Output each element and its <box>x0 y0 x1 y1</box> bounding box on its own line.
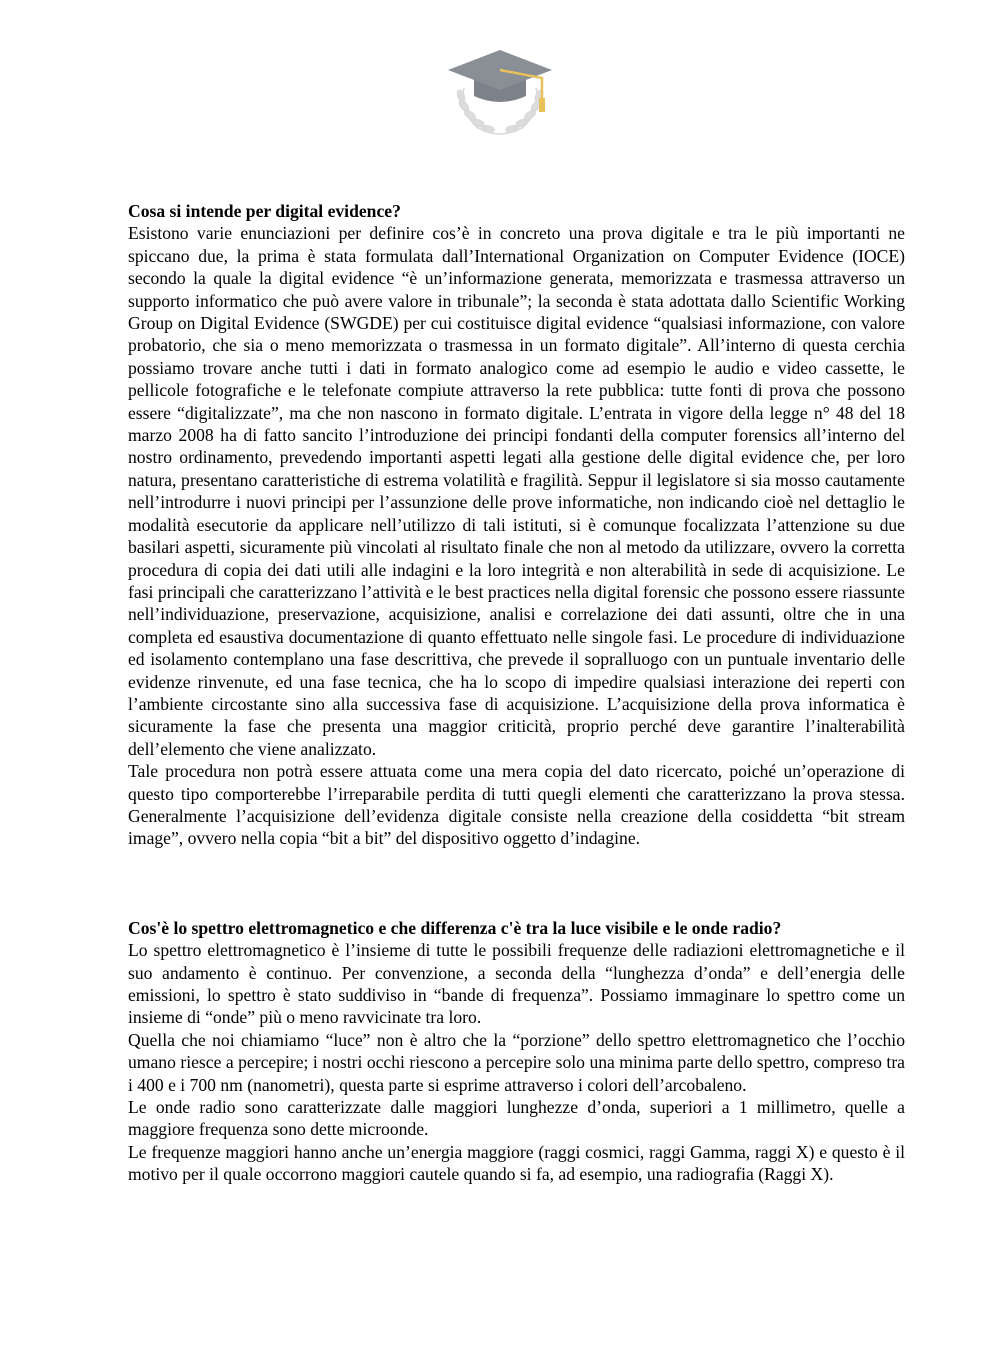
paragraph: Tale procedura non potrà essere attuata come una mera copia del dato ricercato, poiché un’operazione di questo tipo comporterebbe l’irreparabile perdita di tutti quegli elementi che caratterizzano la prova stessa. Generalmente l’acquisizione dell’evidenza digitale consiste nella creazione della cosiddetta “bit stream image”, ovvero nella copia “bit a bit” del dispositivo oggetto d’indagine. <box>128 761 905 849</box>
section-digital-evidence <box>128 200 905 850</box>
section-title: Cosa si intende per digital evidence? <box>128 201 401 221</box>
paragraph: Quella che noi chiamiamo “luce” non è altro che la “porzione” dello spettro elettromagnetico che l’occhio umano riesce a percepire; i nostri occhi riescono a percepire solo una minima parte dello spettro, compreso tra i 400 e i 700 nm (nanometri), questa parte si esprime attraverso i colori dell’arcobaleno. <box>128 1029 905 1095</box>
paragraph: Lo spettro elettromagnetico è l’insieme di tutte le possibili frequenze delle radiazioni elettromagnetiche e il suo andamento è continuo. Per convenzione, a seconda della “lunghezza d’onda” e dell’energia delle emissioni, lo spettro è stato suddiviso in “bande di frequenza”. Possiamo immaginare lo spettro come un insieme di “onde” più o meno ravvicinate tra loro. <box>128 940 905 1028</box>
section-title: Cos'è lo spettro elettromagnetico e che differenza c'è tra la luce visibile e le onde radio? <box>128 917 782 938</box>
paragraph: Le onde radio sono caratterizzate dalle maggiori lunghezze d’onda, superiori a 1 millimetro, quelle a maggiore frequenza sono dette microonde. <box>128 1097 905 1140</box>
section-electromagnetic-spectrum <box>128 917 905 1186</box>
paragraph: Le frequenze maggiori hanno anche un’energia maggiore (raggi cosmici, raggi Gamma, raggi X) e questo è il motivo per il quale occorrono maggiori cautele quando si fa, ad esempio, una radiografia (Raggi X). <box>128 1141 905 1185</box>
paragraph: Esistono varie enunciazioni per definire cos’è in concreto una prova digitale e tra le più importanti ne spiccano due, la prima è stata formulata dall’International Organization on Computer Evidence (IOCE) secondo la quale la digital evidence “è un’informazione generata, memorizzata e trasmessa attraverso un supporto informatico che può avere valore in tribunale”; la seconda è stata adottata dallo Scientific Working Group on Digital Evidence (SWGDE) per cui costituisce digital evidence “qualsiasi informazione, con valore probatorio, che sia o meno memorizzata o trasmessa in un formato digitale”. All’interno di questa cerchia possiamo trovare anche tutti i dati in formato analogico come ad esempio le audio e video cassette, le pellicole fotografiche e le telefonate compiute attraverso la rete pubblica: tutte fonti di prova che possono essere “digitalizzate”, ma che non nascono in formato digitale. L’entrata in vigore della legge n° 48 del 18 marzo 2008 ha di fatto sancito l’introduzione dei principi fondanti della computer forensics all’interno del nostro ordinamento, prevedendo importanti aspetti legati alla gestione delle digital evidence che, per loro natura, presentano caratteristiche di estrema volatilità e fragilità. Seppur il legislatore si sia mosso cautamente nell’introdurre i nuovi principi per l’assunzione delle prove informatiche, non indicando cioè nel dettaglio le modalità esecutorie da applicare nell’utilizzo di tali istituti, si è comunque focalizzata l’attenzione su due basilari aspetti, sicuramente più vincolati al risultato finale che non al metodo da utilizzare, ovvero la corretta procedura di copia dei dati utili alle indagini e la loro integrità e non alterabilità in sede di acquisizione. Le fasi principali che caratterizzano l’attività e le best practices nella digital forensic che possono essere riassunte nell’individuazione, preservazione, acquisizione, analisi e correlazione dei dati assunti, oltre che in una completa ed esaustiva documentazione di quanto effettuato nelle singole fasi. Le procedure di individuazione ed isolamento contemplano una fase descrittiva, che prevede il sopralluogo con un puntuale inventario delle evidenze rinvenute, ed una fase tecnica, che ha lo scopo di impedire qualsiasi interazione dei reperti con l’ambiente circostante sino alla successiva fase di acquisizione. L’acquisizione della prova informatica è sicuramente la fase che presenta una maggior criticità, proprio perché deve garantire l’inalterabilità dell’elemento che viene analizzato. <box>128 223 905 759</box>
section-spacer <box>128 850 905 917</box>
document-body <box>128 200 905 1186</box>
graduation-cap-laurel-icon <box>444 48 556 138</box>
